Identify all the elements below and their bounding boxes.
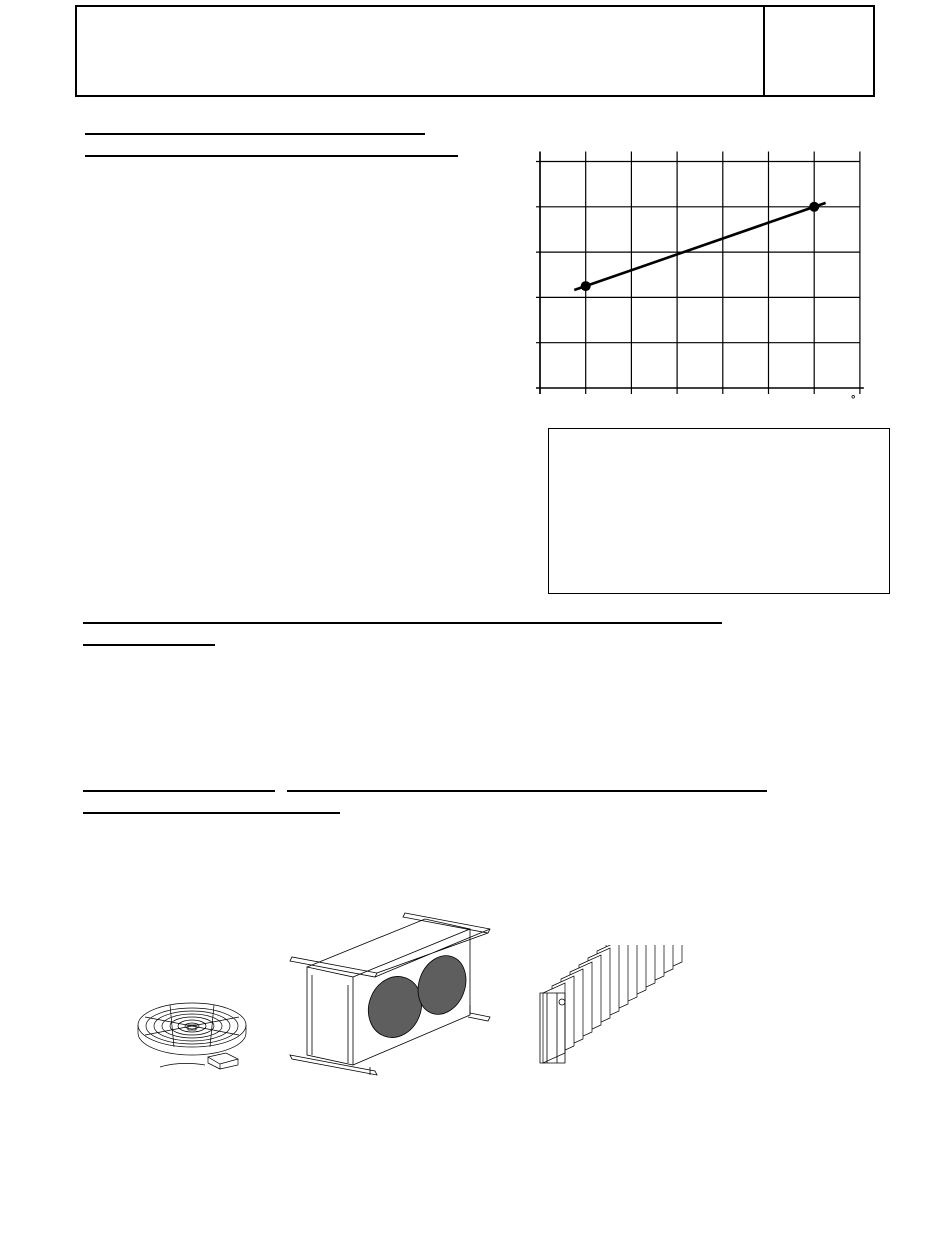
header-box <box>75 5 875 97</box>
chart-grid <box>536 152 864 395</box>
header-title <box>87 17 747 77</box>
section-heading-underline <box>287 790 767 792</box>
header-divider <box>763 7 765 95</box>
section-heading-underline <box>83 790 275 792</box>
section-heading-underline <box>85 155 458 157</box>
series-line <box>574 203 825 290</box>
condenser-unit-illustration <box>285 905 495 1080</box>
data-point <box>809 202 819 212</box>
section-heading-underline <box>85 133 425 135</box>
axis-degree-mark: ° <box>851 394 856 406</box>
section-heading-underline <box>83 812 340 814</box>
section-heading-underline <box>83 622 722 624</box>
finned-coil-illustration <box>535 945 690 1070</box>
fan-guard-illustration <box>130 995 270 1080</box>
header-page-number <box>771 17 861 77</box>
coil-fin <box>543 983 565 1063</box>
line-chart <box>520 150 865 410</box>
data-point <box>581 281 591 291</box>
section-heading-underline <box>83 644 215 646</box>
info-box <box>548 428 890 594</box>
chart-series <box>574 202 825 291</box>
